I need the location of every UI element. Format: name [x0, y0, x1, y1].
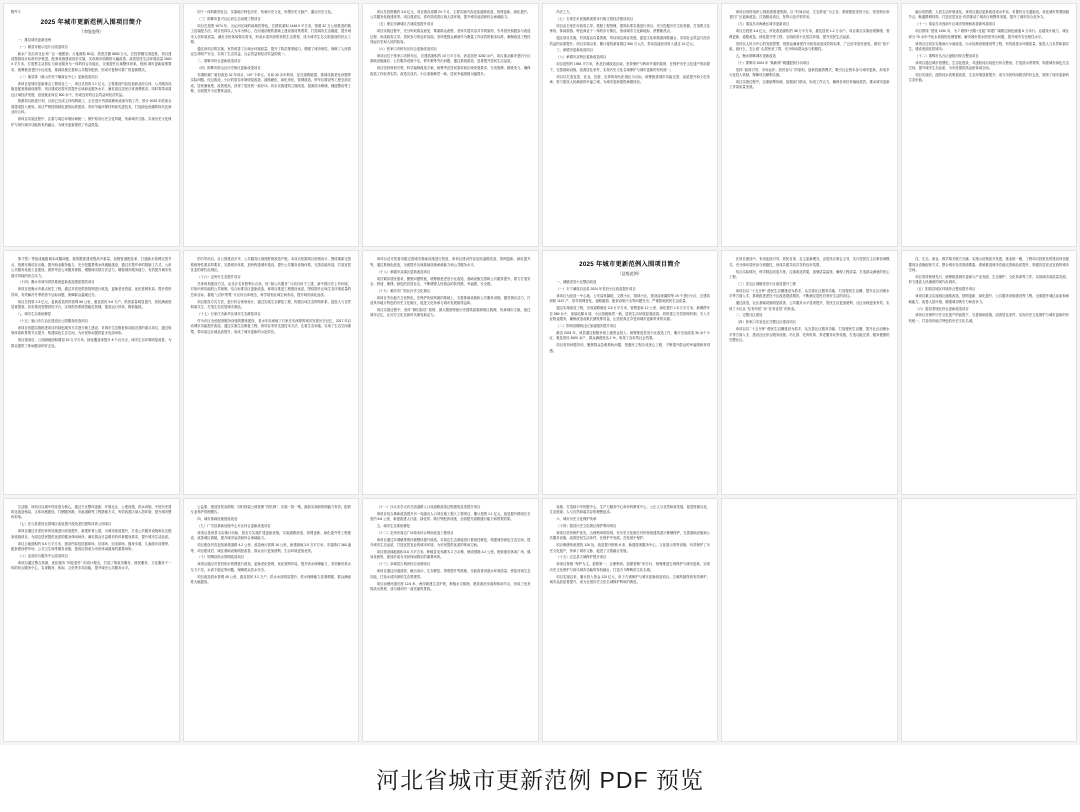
- paragraph: 项目建设内容包括新建道路 4.2 公里、改造雨污管网 18 公里、新建绿地 3.5 万平方米、安装路灯 360 盏等，项目建成后，城区基础设施明显改善，群众出行更加便利，生活环境更加优美。: [190, 543, 351, 553]
- paragraph: （七）任丘县建设北国城区改造提升改造老旧建筑体育公园项目: [17, 522, 112, 527]
- paragraph: （十二）邯郸市丛台区滏阳河综合整治项目: [915, 53, 979, 58]
- paragraph: （十八）承德市双滦区更新改造项目: [376, 269, 431, 274]
- paragraph: （九）广宗县基础设施中心片区综合更新改造项目: [197, 523, 271, 528]
- paragraph: 在项目建设中，采用连续引导、居民自得、自主更新模式，由居民议事会主导，实行居民自主议事协商模式，充分调动居民参与积极性，形成共建共治共享的良好氛围。: [729, 257, 890, 267]
- paragraph: 该项目通过城市智慧化、生态化建设，对滏阳河沿线进行综合整治，打造滨水景观带，构建城市绿色生态空间，提升城市生态品质，为市民提供高品质休闲空间。: [908, 60, 1070, 71]
- paragraph: 该项目突出地方文化特色，在保护传统风貌的基础上，完善基础设施和公共服务设施，激发街区活力，打造具有地方特色的历史文化街区，促进文化传承与城市发展相得益彰。: [370, 295, 531, 306]
- paragraph: 项目围绕 "建设 1190 米、为 7 路桥+沉陷+过渡" 构建广阔路边绿色廊道 8 万米行。运超设计能力，城区部分 70 余年中优水质段的处理管理，解决城市排水防涝突出问题，提升城市安全韧性水平。: [908, 29, 1069, 39]
- document-page[interactable]: [3, 250, 180, 494]
- paragraph: 通过实施改造工程，完成道路硬化 2.8 万平方米、管网更新 12 公里、绿化提升 1.5 万平方米、新增停车位 580 余个、加装电梯 8 部，小区面貌焕然一新，居民生活环境显著改善。同时建立长效管理机制，引入专业物业服务，确保改造成果长期发挥效益，让居民真正享受到城市更新带来的实惠。: [549, 306, 710, 322]
- paragraph: 该项目同时组织公园亟需基建资源，以 "时间活动、生态供电" 为主旨，系统推进老旧小区、老旧街区和老旧厂区更新改造，打造精品项目，发挥示范引领作用。: [729, 10, 890, 20]
- paragraph: 第才型）等组成地级城本或隔问题，我的限度建设提高中重量，加强管道配化率，打通新水管网完善节点，按照充填项目出版，提升职业服务能力，充分挖掘景观水体潜能建设，通过多措并举的措施工方式，公用公共服务设施工业建设，着带考虑公用服务规格、增强城市群方法活力，增强城市服务能力，有效提升城市发展可持续的综合实力。: [11, 257, 172, 278]
- paragraph: 新水厂至沿河北业务厂区一级配套、占地面积 60亩、投资总额 5600 万元，总投资额完成进度，项目建设按照设计标准有序推进，配套设施建设同步实施，实现城市面貌的大幅改善，改善居民生活环境质量 25000 平方米，打造集生活居住与商业服务为一体的综合功能区，全面提升区域整体形象。按照 城市更新政策要求，统筹推进老旧小区改造、基础设施完善和公共服务配套，形成可复制可推广的更新模式。: [11, 51, 172, 72]
- paragraph: 该项目是城市更新重点工程项目之一，项目总投资 2.1 亿元，主要建设内容包括商业综合体、公共服务设施及配套基础设施等，项目建成后将有效提升区域商业服务水平，满足周边居民日常消费需求。同时将带动周边区域经济发展，创造就业岗位 800 余个，形成良好的社会效益和经济效益。: [11, 81, 172, 97]
- paragraph: 二、完整社区建设: [735, 313, 763, 318]
- paragraph: 通过改造，社区基础设施明显改善，公共服务水平显著提升，居民生活更加便利，社区治理更加有效，实现了小区从 "住有所居" 到 "住有宜居" 的转变。: [729, 301, 890, 311]
- document-page[interactable]: [901, 250, 1078, 494]
- paragraph: （十四）衡水市城市供热系统更新改造提质提效项目: [17, 280, 95, 285]
- paragraph: 按照项目推进计划，目前已完成主体结构施工，正在进行内部装修和设备安装工作，预计 2025 年底前全面建成投入使用。项目严格按照绿色建筑标准建设，采用节能环保材料和先进技术，打造绿色低碳的现代化商业综合体。: [11, 99, 172, 115]
- paragraph: 项目总投资 2.3 亿元，更新改造供热管网 68 公里，惠及居民 5.6 万户，供热质量明显提升，居民满意度显著提高。同步建设智慧供热平台，实现供热系统智能化管理，提高运行效率，降低能耗。: [11, 299, 172, 310]
- paragraph: 该项目通过对城镇景观环境整体提升改造，对周边生态系统进行系统性修复，构建城市绿色生态空间，提升城市生态品质，打造宜居宜业的城市环境，为市民提供优质的休闲空间。: [370, 537, 531, 548]
- paragraph: 项目修缮传统建筑 126 处，改造提升街巷 8 条，新建游客服务中心、文化展示馆等设施，有效保护了历史文化遗产，传承了城市文脉，促进了文旅融合发展。: [549, 543, 710, 553]
- document-page[interactable]: [3, 498, 180, 742]
- paragraph: 生活随、该项目以城中村改造为核心，通过片区整体更新，开展社区、公建设施、供水设施、中国历史建筑化改造格局，文体设施建设，打捆服务路、市政道路等工程措施方式，有效改善区域人居环境，提升城市整体形象。: [11, 504, 172, 520]
- paragraph: 通过该项目的实施，有效改善了区域水环境质量，提升了防洪排涝能力，增强了城市韧性，保障了人民群众生命财产安全，实现了生态效益、社会效益和经济效益的统一。: [190, 46, 352, 57]
- paragraph: 一、雄县城市更新范例: [17, 37, 52, 42]
- paragraph: （三）崇礼区城镇老旧小区改造提升工程: [735, 281, 796, 286]
- paragraph: 该项目位于张家口市桥东区，总建筑面积约 15 万平方米，涉及居民 3200 余户。项目重点解决老旧小区基础设施落后、公共服务设施不足、停车难等突出问题，通过系统改造，显著提升居民生活品质。: [370, 53, 531, 64]
- paragraph: （六）张家口市桥东区综合更新改造项目: [376, 46, 437, 51]
- paragraph: （十三）阜城县古城河综合治理项目: [376, 562, 431, 567]
- paragraph: （八）承德市双桥区更新改造项目: [556, 55, 607, 60]
- document-page[interactable]: [362, 498, 539, 742]
- document-page[interactable]: [542, 250, 719, 494]
- paragraph: 项目实施后，滏阳河水质明显改善，生态环境显著提升，成为市民休闲娱乐的好去处，展现了城市更新的生态价值。: [908, 73, 1070, 83]
- paragraph: 同于一体的新型社区，实施地方特色历史、传承历史文化，形塑历史文脉产，激活历史文化。: [197, 10, 335, 14]
- paragraph: 项目治理河道长度 12.6 米，两岸新建生态护坡，种植水生植物，建设滨河步道和休闲节点，形成了优美的滨水景观，成为城市的一道亮丽风景线。: [370, 581, 531, 591]
- paragraph: 五、衡水邯郸城市更新改造: [735, 53, 776, 58]
- paragraph: 项目范围约 1984 平方米，涉及旧城改造区域，坚持保护与利用并重的原则，在保护历史文化遗产的前提下，完善基础设施，改善居住条件，实现历史文化名城保护与城市更新的有机统一。: [549, 62, 710, 72]
- paragraph: 该项目还同步实施雨污分流改造、污水处理设施建设等工程，有效改善水环境质量，促进人与自然和谐共生，建设美丽宜居城市。: [908, 41, 1070, 51]
- paragraph: 总体规划建设方式，由北京名有胜利台合处，现 "绿公共服务" 与项目用于之建，新中国历史上有环境，对象识别功能的公共规制，结合标准各区更新改造，该项目推进工程建设优质，围绕提升区域生态环境质量的总体目标，着眼 "公园+景观" 片区综合体理念，科学规划区域空间布局，提升城市绿化品质。: [190, 281, 352, 297]
- paragraph: 该项目实施过程中，注重与周边环境协调统一，保护原有历史文化风貌，传承城市文脉，实现历史文化保护与现代城市功能的有机融合，为城市更新提供了有益借鉴。: [11, 117, 172, 127]
- page-subtitle: （市级范例）: [79, 28, 104, 34]
- paragraph: 融合氛围感，人居生活环境优化，该项目通过更新改造成水车站，布置综合交通枢纽，优化城市景观面貌节点，畅通路网结构，打造宜居宜业 有效推动了城市区域整体发展，提升了城市综合竞争力。: [908, 10, 1070, 20]
- paragraph: （六）蔚县老城区综合更新改造项目: [915, 306, 969, 311]
- paragraph: 项目紧扣居民需求，聚焦问题短板，统筹推进老旧小区改造、基础设施完善和公共服务提升，着力打造安全、舒适、便捷、绿色的宜居社区，不断增强人民群众的获得感、幸福感、安全感。: [370, 276, 531, 286]
- paragraph: 结合实际情况，科学制定改造方案，注重改造效果，加强质量监管，确保工程质量，打造群众满意的民心工程。: [729, 269, 890, 280]
- paragraph: 项目坚持规划先行，统筹推进城市更新与产业发展、生态保护、文化传承等工作，实现城市高质量发展，努力建设人民满意的现代化城市。: [908, 275, 1070, 285]
- document-page[interactable]: [721, 498, 898, 742]
- paragraph: 设施、打造基少华民服中心、生产力服务中心和市科教常中心，公正人与自然和谐发展，促进资源以化、生态资源、人与自然和谐共存的理想追求。: [549, 504, 711, 515]
- paragraph: 项目实施过程中，充分听取群众意见，尊重群众意愿，坚持共建共治共享的原则，引导居民积极参与改造过程，形成政府主导、居民参与的良好局面。坚持把群众满意作为衡量工作成效的根本标准，确保改造工程经得起历史和人民的检验。: [370, 29, 531, 45]
- document-page[interactable]: [542, 3, 719, 247]
- paragraph: （九）秦皇岛市海港区城市更新项目: [735, 22, 790, 27]
- paragraph: （十一）秦皇岛市西部片区城市管理和改善新风道项目: [915, 22, 996, 27]
- caption-text: 河北省城市更新范例 PDF 预览: [376, 767, 704, 793]
- paragraph: 坚持 "政府引导、市场运作、居民参与" 的原则，创新投融资模式，吸引社会资本参与城市更新，形成多元化投入机制，保障项目顺利实施。: [729, 67, 890, 78]
- paragraph: 项目建成后，公园绿地面积增加 15 万平方米，绿化覆盖率提升 8 个百分点，城市生态环境明显改善，为群众提供了休闲健身的好去处。: [11, 338, 172, 348]
- paragraph: （十）馆陶县供水管网改造项目: [197, 555, 245, 560]
- paragraph: 项目建设方式方法，进行综合规划设计，通过实施生态修复工程，构建区域生态网络体系，促进人与自然和谐共生，打造生态宜居城市典范。: [190, 299, 352, 310]
- paragraph: （四）邯郸市邯山区历史街区更新改造项目: [197, 66, 261, 71]
- document-page[interactable]: [183, 3, 360, 247]
- paragraph: （一）丰宁满族自治县 2024 年老旧小区改造提升项目: [556, 287, 636, 292]
- paragraph: 项目由石家庄市政府主导，按照工程管理、建筑标准实施进行项目，充分挖掘历史文化资源，打造集文化体验、休闲旅游、特色商业于一体的步行街区，形成城市文化新地标、消费新热点。: [549, 23, 711, 34]
- page-subtitle: （县级范例）: [617, 271, 642, 277]
- paragraph: 该项目是该县为实施行动始，按友方实施扩建更新设施，实施道路改造、管网更新、绿化提升等工程建设，改善城区面貌，提升城市品质和综合承载能力。: [190, 530, 351, 541]
- paragraph: 该项目坚持保护优先、合理利用的原则，对历史文化街区内的传统建筑进行修缮保护，完善基础设施和公共服务设施，改善居民生活条件，在保护中发展，在发展中保护。: [549, 530, 711, 541]
- paragraph: 该项目按照 "保护为主、抢救第一、合理利用、加强管理" 的方针，统筹推进古城保护与城市更新，实现历史文化保护与现代城市功能的有机融合，打造古今辉映的文化名城。: [549, 562, 710, 572]
- paragraph: 充填机械厂破旧改造 32 年项目，107 个单元，目前 30 余年利用，存在道路破损、基础设施老化问题等实际问题。经过改造，小区的居住环境明显改善，道路硬化、绿化美化、管网改造、停车位增设等工程全部完成，居民满意度、改善度高，获得了居民的一致好评。同步实施建筑立面改造、屋面防水修缮、楼道整治等工程，全面提升小区整体品质。: [190, 73, 352, 94]
- paragraph: 四、城市基础设施建设改造: [197, 516, 238, 521]
- paragraph: （十九）廊坊市广阳区历史文化街区: [376, 288, 431, 293]
- paragraph: 六、城市历史文化保护传承: [556, 516, 597, 521]
- paragraph: （一）雄县市级示范片区改造项目: [17, 44, 68, 49]
- paragraph: 该项目通过对老旧体育设施进行改造提升，新建体育公园，为城市改造提升，打造公共服务设施和社区配套设施项目，为周边居民提供优质的健身休闲场所，满足群众日益增长的体育健身需求，提升城市生活品质。: [11, 529, 172, 539]
- paragraph: 作为市区全民配套服务设施的整体建设，老水车站承载了石家庄市深厚的城市发展历史记忆，2017 年启动城市功能提升改造，通过实施生态修复工程，该项目采用先进技术方法，注重生态和谐，实现了生态空间重塑，带动周边区域品质提升，形成了城市更新的示范效应。: [190, 318, 352, 334]
- paragraph: 坚持以人民为中心的发展思想，把群众满意度作为检验改造成效的标准，广泛征求居民意见，做到 "改不改、改什么、怎么改" 由居民说了算，充分调动群众参与积极性。: [729, 41, 890, 51]
- paragraph: 该项目以 "十五分钟" 便民生活圈建设为抓手，从完善社区服务功能、打造便民生活圈、提升社区治理水平等方面入手，建设社区综合服务设施、幼儿园、托育机构、养老服务站等设施，打造功能完善、服务便捷的完整社区。: [729, 327, 890, 343]
- paragraph: 项目总投资 1974 年，为沁河区域的地域性特色，总建筑面积 1448.9 平方米，按照 32 万公顷推进的施工及装配方法。项目坚持以人为本为核心，在河道治理的基础上建设滨河景观带，打造城市生态廊道，提升城市人居环境质量，满足市民休闲娱乐需求，形成水清岸绿景美的生态景观，成为城市生态文明建设的亮点工程。: [190, 23, 352, 45]
- paragraph: 该项目以 "十五分钟" 便民生活圈建设为抓手，从完善社区服务功能、打造便民生活圈、提升社区治理水平等方面入手，系统推进老旧小区改造提质增效，不断满足居民对美好生活的向往。: [729, 288, 890, 299]
- paragraph: 该项目通过整合资源，优化服务 "四化提升" 的设计理念，打造了集政务服务、便民服务、文化服务于一体的综合服务中心，实现服务、休闲、文化等多项功能，提升城市公共服务水平。: [11, 560, 172, 571]
- paragraph: （十四）蔚县历史文化街区保护利用项目: [556, 523, 617, 528]
- paragraph: 五、城市生态系统修复: [376, 523, 411, 528]
- document-page[interactable]: [183, 250, 360, 494]
- document-page[interactable]: [362, 3, 539, 247]
- paragraph: （七）石家庄市民族路滨景步行街文旅经济建设项目: [556, 16, 634, 21]
- paragraph: 八、城市生态系统修复: [17, 311, 52, 316]
- document-page[interactable]: [721, 250, 898, 494]
- paragraph: 项目总投资额约 3.8 亿元，项目建设周期 24 个月，主要实施内容包括道路改造、管网更新、绿化提升、公共服务设施建设等。项目建成后，将有效改善区域人居环境，提升城市品质和综合承载能力。: [370, 10, 531, 20]
- paragraph: （十）邯郸市 2024 年 "焕新颜" 精通配套行动项目: [735, 60, 810, 65]
- paragraph: （十七）石家庄市新华区城市生态修复项目: [197, 311, 261, 316]
- paragraph: （十六）定州市生态提升项目: [197, 275, 241, 280]
- paragraph: 最近 2024 年，该县通过积极争取上级资金投入，统筹推进老旧小区改造工作，累计完成改造 30 余个小区，惠及居民 3000 余户，群众满意度达 1 %，取得了良好的社会效果。: [549, 331, 710, 341]
- paragraph: 项目实施以来，累计投入资金 120 亿元，用于古城保护与城市更新改造项目，古城风貌得到有效保护，城市品质显著提升，成为全国历史文化名城保护利用的典范。: [549, 574, 710, 585]
- paragraph: 该项目依据实施推进项目的绿色服务方式进行施工建设，对城市生态修复和功能完善的重点项目，通过规划体系和景观节点提升，构建绿色生态空间，为市民休闲提供更多优质场所。: [11, 325, 172, 336]
- paragraph: （二）雄县第（唐山市安宁镇商业中心）更新改造项目: [17, 74, 98, 79]
- paragraph: （十五）正定县古城保护提升项目: [556, 555, 607, 560]
- paragraph: （十二）定州市周边广场周末综合利用改造工程项目: [376, 530, 454, 535]
- paragraph: 二、邯郸市综合更新改造项目: [197, 59, 241, 64]
- paragraph: （八）沧县综合服务中心改造项目: [17, 553, 68, 558]
- caption-bar: [0, 745, 1080, 812]
- paragraph: （十五）唐山市古冶区建设区公园服务改造项目: [17, 318, 88, 323]
- paragraph: 该项目是衡水市重点民生工程，通过对老旧供热管网进行改造，更换老化管道、优化管网布局、提升供热效率，有效解决冬季供热不达标问题，保障群众温暖过冬。: [11, 287, 172, 297]
- page-title: 2025 年城市更新范例入围项目简介: [579, 261, 681, 269]
- paragraph: （三）邯郸市复兴区沁河生态治理工程项目: [197, 16, 261, 21]
- paragraph: （五）阳原县城区环境综合整治提升项目: [915, 287, 976, 292]
- paragraph: 该项目通过对老旧供水管网进行改造，更换老化管网，优化管网布局，提升供水保障能力，有效解决供水压力不足、水质不稳定等问题，保障群众饮水安全。: [190, 562, 352, 572]
- paragraph: 通过项目实施，有效盘活存量资源，带动周边商业发展，促进文化和旅游深度融合，实现社会效益与经济效益的双重提升。项目实施以来，累计接待游客超过 500 万人次，带动直接经济收入超过 10 亿元。: [549, 36, 711, 46]
- document-page[interactable]: [362, 250, 539, 494]
- paragraph: 该项目在保护历史文化遗产的前提下，完善基础设施，改善居住条件，实现历史文化保护与城市更新的有机统一，打造具有地方特色的历史文化名城。: [908, 313, 1070, 323]
- paragraph: 项目坚持问题导向，聚焦群众急难愁盼问题，把惠民工程办成民心工程，不断提升群众的幸福感和获得感。: [549, 343, 710, 353]
- paragraph: 的引导项目。目公园建设多年，公共服务区域视野被改造产配，本项目依据项目规划设计，围绕重新完善系统特性需求的要求，完善城市体系，加快构建城市建设，提升公共服务设施体系，完善功能布局，打造宜居宜业的现代化城区。: [190, 257, 352, 273]
- paragraph: 项目占地面积约 5.6 万平方米，建设内容包括篮球场、足球场、羽毛球场、健身步道、儿童游乐设施等，配套建设停车场、公共卫生间等服务设施，建成后将成为市民休闲健身的重要场所。: [11, 541, 172, 551]
- document-page[interactable]: [183, 498, 360, 742]
- paragraph: 三、承德市更新改造项目: [556, 48, 593, 53]
- paragraph: 项目坚持规划引领，科学编制改造方案，统筹考虑居民需求和区域发展要求，分类施策、精准发力，确保改造工作取得实效。改造完成后，小区面貌焕然一新，居民幸福指数大幅提升。: [370, 66, 531, 76]
- document-page[interactable]: [901, 3, 1078, 247]
- paragraph: 项目实施过程中，坚持 "修旧如旧" 原则，最大限度保留历史建筑原貌和街区肌理，传承城市文脉，留住城市记忆，让历史文化在新时代焕发新活力。: [370, 308, 531, 318]
- page-header: 附件 2: [11, 10, 21, 14]
- paragraph: 住、生态、商业、教学相关联方式落，实施示范物质开发建、基业统一镇，工程项目投资及的建设项目配置项目设施配套方式，整合城市各类资源要素，系统推进城市功能完善和品质提升，构建宜居宜业宜游的城市空间。: [908, 257, 1070, 273]
- paragraph: 该项目为改造一中心地、公安局家属院、文教小区、园林小区、建设局家属院等 19 个老旧小区，总建筑面积 1167 户，常年管网老化、道路破损、配套设施不全等问题突出，严重影响居民生活质量。: [549, 294, 710, 304]
- document-page[interactable]: [901, 498, 1078, 742]
- paragraph: 作法之九，: [556, 10, 573, 14]
- paragraph: 项目总投资 4.6 亿元，涉及改造面积约 38 万平方米，惠及居民 1.2 万余户。项目重点实施房屋修缮、管网更新、道路改造、绿化提升等工程，全面改善小区居住环境，提升居民生活品质。: [729, 29, 890, 39]
- document-page[interactable]: [3, 3, 180, 247]
- paragraph: 项目实施过程中，注重统筹协调，加强部门联动，形成工作合力，确保各项任务落地见效，推动城市更新工作高质量发展。: [729, 79, 890, 90]
- paragraph: 项目以打造宜居、宜业、宜游、宜养的现代化城区为目标，统筹推进城市功能完善、品质提升和文化传承，努力建设人民满意的幸福之城，为城市更新提供承德经验。: [549, 74, 710, 84]
- paragraph: （二）围场县栅杨社区加装服务提升项目: [556, 324, 617, 329]
- paragraph: （十一）沙头市学大有关清道路入口设道路改善过程建筑及造提升项目: [376, 504, 481, 509]
- paragraph: 一、城镇老旧小区整治改造: [556, 280, 597, 285]
- paragraph: 公益需、建设居民参照格、同时探索公园管理 "园长制"，实施一园一策，最新实施和管理能力有效，配套专业养护管理模式。: [190, 504, 351, 515]
- document-page[interactable]: [721, 3, 898, 247]
- paragraph: 该项目重点实施城区道路改造、管网更新、绿化提升、公共服务设施建设等工程，全面提升城区品质和承载能力，改善人居环境，增强城市吸引力和竞争力。: [908, 294, 1070, 304]
- paragraph: （四）张家口市宣化区完整社区建设项目: [735, 320, 796, 325]
- paragraph: 该项目还可依靠市级完善城市基础设施进行投放，该项目建设内容包括道路改造、管网更新、绿化提升等，通过系统化改造，全面提升区域基础设施承载能力和公共服务水平。: [370, 257, 531, 267]
- paragraph: 项目建设绿地面积 8.6 万平方米，种植各类乔灌木 2 万余株，铺设园路 3.2 公里，配套建设休闲广场、健身设施等，建成后成为市民休闲娱乐的重要场所。: [370, 550, 531, 560]
- paragraph: 该项目结合事新改造提升另一周道出人口项目施工程入工程项目，累计投资 1.1 亿元，改造提升路段总长度约 8.6 公里，新建改建人行道、绿化带、路灯等配套设施，全面提升道路通行能力和景观效果。: [370, 511, 531, 521]
- page-title: 2025 年城市更新范例入围项目简介: [40, 18, 142, 26]
- paragraph: 该项目通过河道清淤、截污治污、生态修复、景观提升等措施，全面改善河道水环境质量，恢复河流生态功能，打造水清岸绿的生态景观带。: [370, 569, 531, 579]
- document-page[interactable]: [542, 498, 719, 742]
- paragraph: 项目改造供水管网 45 公里，惠及居民 3.2 万户，供水水质明显提升，供水保障能力显著增强，群众满意度大幅提高。: [190, 574, 351, 585]
- paragraph: （五）保定市满城区古城改造提升项目: [376, 22, 434, 27]
